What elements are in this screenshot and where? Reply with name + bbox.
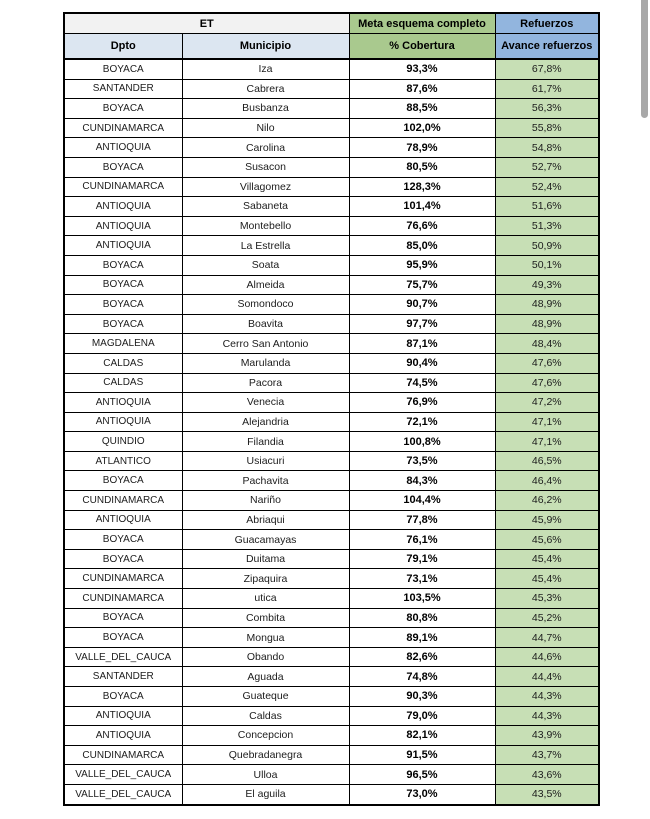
cell-municipio: Caldas	[182, 706, 349, 726]
cell-avance: 43,5%	[495, 784, 599, 804]
cell-municipio: Cerro San Antonio	[182, 334, 349, 354]
cell-avance: 47,2%	[495, 393, 599, 413]
table-row	[64, 295, 599, 315]
cell-dpto: BOYACA	[64, 314, 182, 334]
cell-municipio: Susacon	[182, 157, 349, 177]
cell-municipio: Guacamayas	[182, 530, 349, 550]
cell-municipio: Pachavita	[182, 471, 349, 491]
cell-municipio: Alejandria	[182, 412, 349, 432]
table-row	[64, 334, 599, 354]
table-row	[64, 412, 599, 432]
cell-municipio: Cabrera	[182, 79, 349, 99]
cell-cobertura: 103,5%	[349, 589, 495, 609]
table-row	[64, 373, 599, 393]
cell-dpto: VALLE_DEL_CAUCA	[64, 765, 182, 785]
cell-cobertura: 87,1%	[349, 334, 495, 354]
cell-dpto: SANTANDER	[64, 667, 182, 687]
cell-municipio: El aguila	[182, 784, 349, 804]
table-row	[64, 197, 599, 217]
cell-municipio: Aguada	[182, 667, 349, 687]
cell-dpto: BOYACA	[64, 157, 182, 177]
scrollbar-thumb[interactable]	[641, 0, 648, 118]
cell-municipio: Zipaquira	[182, 569, 349, 589]
cell-avance: 48,9%	[495, 314, 599, 334]
cell-cobertura: 97,7%	[349, 314, 495, 334]
cell-avance: 49,3%	[495, 275, 599, 295]
table-row	[64, 628, 599, 648]
cell-municipio: Carolina	[182, 138, 349, 158]
cell-dpto: ANTIOQUIA	[64, 216, 182, 236]
cell-dpto: BOYACA	[64, 530, 182, 550]
cell-avance: 44,3%	[495, 687, 599, 707]
table-row	[64, 491, 599, 511]
cell-dpto: CUNDINAMARCA	[64, 177, 182, 197]
header-group-row	[64, 13, 599, 34]
cell-municipio: Venecia	[182, 393, 349, 413]
cell-avance: 44,4%	[495, 667, 599, 687]
cell-dpto: ANTIOQUIA	[64, 236, 182, 256]
table-row	[64, 118, 599, 138]
cell-municipio: Sabaneta	[182, 197, 349, 217]
cell-dpto: CALDAS	[64, 353, 182, 373]
cell-municipio: Somondoco	[182, 295, 349, 315]
cell-cobertura: 102,0%	[349, 118, 495, 138]
cell-municipio: Nariño	[182, 491, 349, 511]
column-header-row	[64, 34, 599, 60]
cell-cobertura: 95,9%	[349, 255, 495, 275]
table-row	[64, 393, 599, 413]
cell-municipio: Nilo	[182, 118, 349, 138]
cell-municipio: Filandia	[182, 432, 349, 452]
cell-dpto: BOYACA	[64, 687, 182, 707]
cell-municipio: Montebello	[182, 216, 349, 236]
cell-dpto: SANTANDER	[64, 79, 182, 99]
cell-avance: 46,2%	[495, 491, 599, 511]
cell-avance: 44,3%	[495, 706, 599, 726]
table-row	[64, 275, 599, 295]
header-et: ET	[64, 13, 349, 34]
cell-cobertura: 74,5%	[349, 373, 495, 393]
cell-dpto: VALLE_DEL_CAUCA	[64, 784, 182, 804]
cell-dpto: VALLE_DEL_CAUCA	[64, 647, 182, 667]
cell-cobertura: 128,3%	[349, 177, 495, 197]
cell-cobertura: 79,0%	[349, 706, 495, 726]
table-row	[64, 667, 599, 687]
cell-municipio: Busbanza	[182, 99, 349, 119]
cell-avance: 43,9%	[495, 726, 599, 746]
cell-avance: 46,5%	[495, 451, 599, 471]
cell-avance: 45,4%	[495, 549, 599, 569]
header-refuerzos: Refuerzos	[495, 13, 599, 34]
cell-cobertura: 93,3%	[349, 59, 495, 79]
cell-dpto: ANTIOQUIA	[64, 726, 182, 746]
cell-municipio: Ulloa	[182, 765, 349, 785]
cell-dpto: CUNDINAMARCA	[64, 569, 182, 589]
column-header-cobertura: % Cobertura	[349, 34, 495, 60]
table-row	[64, 706, 599, 726]
cell-avance: 50,9%	[495, 236, 599, 256]
table-row	[64, 726, 599, 746]
cell-dpto: ANTIOQUIA	[64, 510, 182, 530]
table-row	[64, 589, 599, 609]
cell-dpto: BOYACA	[64, 275, 182, 295]
table-row	[64, 549, 599, 569]
cell-dpto: ANTIOQUIA	[64, 393, 182, 413]
table-row	[64, 510, 599, 530]
table-row	[64, 745, 599, 765]
column-header-municipio: Municipio	[182, 34, 349, 60]
cell-cobertura: 85,0%	[349, 236, 495, 256]
cell-dpto: BOYACA	[64, 471, 182, 491]
cell-cobertura: 101,4%	[349, 197, 495, 217]
cell-dpto: ATLANTICO	[64, 451, 182, 471]
table-row	[64, 765, 599, 785]
cell-cobertura: 73,1%	[349, 569, 495, 589]
cell-cobertura: 84,3%	[349, 471, 495, 491]
cell-municipio: La Estrella	[182, 236, 349, 256]
cell-avance: 47,1%	[495, 412, 599, 432]
cell-avance: 44,7%	[495, 628, 599, 648]
cell-cobertura: 82,6%	[349, 647, 495, 667]
header-meta-esquema-completo: Meta esquema completo	[349, 13, 495, 34]
cell-cobertura: 79,1%	[349, 549, 495, 569]
cell-avance: 45,9%	[495, 510, 599, 530]
cell-dpto: BOYACA	[64, 99, 182, 119]
cell-cobertura: 74,8%	[349, 667, 495, 687]
cell-cobertura: 88,5%	[349, 99, 495, 119]
table-row	[64, 432, 599, 452]
cell-avance: 54,8%	[495, 138, 599, 158]
table-row	[64, 59, 599, 79]
cell-avance: 52,7%	[495, 157, 599, 177]
cell-cobertura: 90,7%	[349, 295, 495, 315]
cell-avance: 45,4%	[495, 569, 599, 589]
cell-dpto: ANTIOQUIA	[64, 412, 182, 432]
cell-cobertura: 75,7%	[349, 275, 495, 295]
cell-municipio: Concepcion	[182, 726, 349, 746]
cell-municipio: Soata	[182, 255, 349, 275]
cell-avance: 51,6%	[495, 197, 599, 217]
cell-avance: 56,3%	[495, 99, 599, 119]
cell-avance: 47,6%	[495, 373, 599, 393]
cell-cobertura: 76,9%	[349, 393, 495, 413]
cell-avance: 61,7%	[495, 79, 599, 99]
cell-cobertura: 87,6%	[349, 79, 495, 99]
cell-avance: 45,6%	[495, 530, 599, 550]
cell-dpto: BOYACA	[64, 59, 182, 79]
cell-dpto: CUNDINAMARCA	[64, 491, 182, 511]
cell-municipio: utica	[182, 589, 349, 609]
table-row	[64, 216, 599, 236]
cell-avance: 48,9%	[495, 295, 599, 315]
cell-cobertura: 91,5%	[349, 745, 495, 765]
table-row	[64, 177, 599, 197]
cell-avance: 47,6%	[495, 353, 599, 373]
cell-municipio: Duitama	[182, 549, 349, 569]
cell-cobertura: 76,1%	[349, 530, 495, 550]
table-row	[64, 138, 599, 158]
cell-dpto: BOYACA	[64, 255, 182, 275]
cell-dpto: CUNDINAMARCA	[64, 745, 182, 765]
cell-dpto: ANTIOQUIA	[64, 706, 182, 726]
cell-municipio: Villagomez	[182, 177, 349, 197]
cell-municipio: Usiacuri	[182, 451, 349, 471]
cell-cobertura: 78,9%	[349, 138, 495, 158]
cell-cobertura: 82,1%	[349, 726, 495, 746]
cell-municipio: Combita	[182, 608, 349, 628]
cell-municipio: Mongua	[182, 628, 349, 648]
cell-avance: 48,4%	[495, 334, 599, 354]
table-row	[64, 236, 599, 256]
table-row	[64, 569, 599, 589]
cell-avance: 45,3%	[495, 589, 599, 609]
cell-dpto: ANTIOQUIA	[64, 197, 182, 217]
cell-avance: 52,4%	[495, 177, 599, 197]
cell-cobertura: 104,4%	[349, 491, 495, 511]
cell-dpto: CUNDINAMARCA	[64, 118, 182, 138]
cell-municipio: Marulanda	[182, 353, 349, 373]
cell-dpto: BOYACA	[64, 608, 182, 628]
cell-avance: 43,6%	[495, 765, 599, 785]
cell-dpto: CALDAS	[64, 373, 182, 393]
cell-avance: 55,8%	[495, 118, 599, 138]
table-row	[64, 79, 599, 99]
cell-dpto: BOYACA	[64, 295, 182, 315]
table-row	[64, 353, 599, 373]
table-row	[64, 157, 599, 177]
cell-cobertura: 96,5%	[349, 765, 495, 785]
cell-municipio: Iza	[182, 59, 349, 79]
cell-avance: 67,8%	[495, 59, 599, 79]
cell-cobertura: 76,6%	[349, 216, 495, 236]
cell-avance: 46,4%	[495, 471, 599, 491]
cell-cobertura: 80,5%	[349, 157, 495, 177]
cell-dpto: CUNDINAMARCA	[64, 589, 182, 609]
cell-avance: 51,3%	[495, 216, 599, 236]
table-row	[64, 608, 599, 628]
cell-avance: 44,6%	[495, 647, 599, 667]
cell-cobertura: 73,5%	[349, 451, 495, 471]
cell-cobertura: 73,0%	[349, 784, 495, 804]
cell-dpto: ANTIOQUIA	[64, 138, 182, 158]
cell-cobertura: 100,8%	[349, 432, 495, 452]
cell-municipio: Pacora	[182, 373, 349, 393]
cell-cobertura: 90,4%	[349, 353, 495, 373]
cell-avance: 50,1%	[495, 255, 599, 275]
table-row	[64, 451, 599, 471]
table-row	[64, 784, 599, 804]
column-header-avance-refuerzos: Avance refuerzos	[495, 34, 599, 60]
cell-avance: 45,2%	[495, 608, 599, 628]
column-header-dpto: Dpto	[64, 34, 182, 60]
table-row	[64, 99, 599, 119]
cell-dpto: BOYACA	[64, 628, 182, 648]
cell-dpto: MAGDALENA	[64, 334, 182, 354]
cell-municipio: Boavita	[182, 314, 349, 334]
cell-cobertura: 90,3%	[349, 687, 495, 707]
cell-cobertura: 80,8%	[349, 608, 495, 628]
table-row	[64, 530, 599, 550]
cell-dpto: BOYACA	[64, 549, 182, 569]
cell-cobertura: 72,1%	[349, 412, 495, 432]
table-body	[64, 59, 599, 805]
table-row	[64, 687, 599, 707]
table-row	[64, 471, 599, 491]
cell-municipio: Abriaqui	[182, 510, 349, 530]
cell-dpto: QUINDIO	[64, 432, 182, 452]
cell-municipio: Quebradanegra	[182, 745, 349, 765]
cell-avance: 43,7%	[495, 745, 599, 765]
cell-municipio: Guateque	[182, 687, 349, 707]
cell-cobertura: 77,8%	[349, 510, 495, 530]
cell-municipio: Obando	[182, 647, 349, 667]
table-row	[64, 314, 599, 334]
cell-avance: 47,1%	[495, 432, 599, 452]
cell-cobertura: 89,1%	[349, 628, 495, 648]
table-row	[64, 255, 599, 275]
coverage-table	[63, 12, 600, 806]
table-row	[64, 647, 599, 667]
cell-municipio: Almeida	[182, 275, 349, 295]
